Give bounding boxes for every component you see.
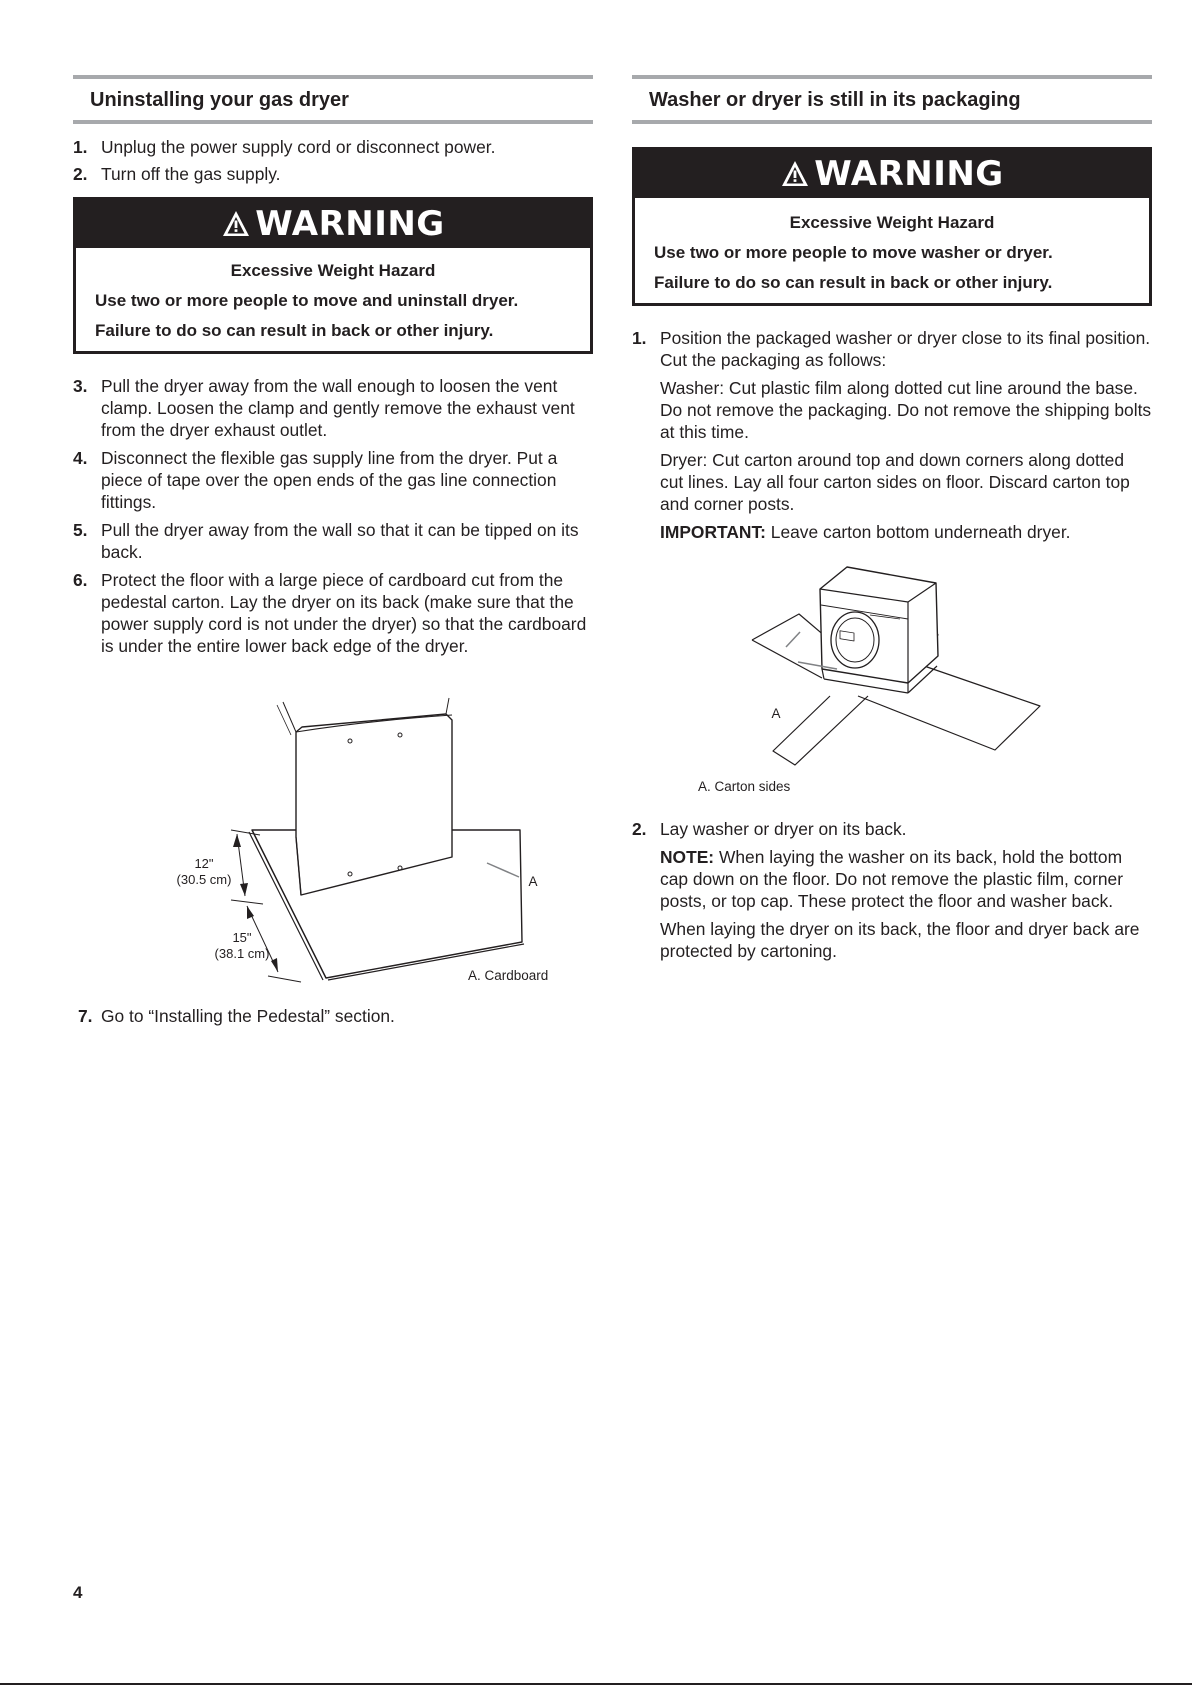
- steps-list-right-a: [632, 327, 1152, 543]
- important-text: Leave carton bottom underneath dryer.: [765, 522, 1071, 542]
- washer-body-shape: [820, 567, 938, 683]
- step-7: [78, 1005, 578, 1027]
- warning-consequence: Failure to do so can result in back or other injury.: [95, 321, 494, 340]
- step-4: [73, 447, 593, 513]
- steps-list-a: [73, 136, 593, 185]
- dimension-15in-label: 15": [232, 930, 252, 945]
- step-number: 1.: [73, 137, 88, 157]
- dryer-on-cardboard-illustration: [165, 695, 565, 985]
- warning-instruction: Use two or more people to move washer or dryer.: [654, 243, 1053, 262]
- dimension-15in-cm-label: (38.1 cm): [214, 946, 270, 961]
- warning-title: Excessive Weight Hazard: [789, 213, 995, 232]
- step-text: Turn off the gas supply.: [101, 164, 281, 184]
- figure-caption-cardboard: A. Cardboard: [468, 968, 549, 983]
- warning-header: [635, 150, 1149, 198]
- step-1: [73, 136, 593, 158]
- washer-instruction: Washer: Cut plastic film along dotted cut line around the base. Do not remove the packaging. Do not remove the shipping bolts at this time.: [660, 378, 1152, 442]
- step-text: Protect the floor with a large piece of cardboard cut from the pedestal carton. Lay the dryer on its back (make sure that the power supply cord is not under the dryer) so that the cardboard is under the entire lower back edge of the dryer.: [101, 570, 587, 656]
- warning-triangle-icon: [221, 209, 251, 239]
- warning-box: [73, 197, 593, 354]
- note-paragraph: [660, 846, 1152, 912]
- step-2-packaging: [632, 818, 1152, 962]
- step-text: Pull the dryer away from the wall enough to loosen the vent clamp. Loosen the clamp and gently remove the exhaust vent from the dryer exhaust outlet.: [101, 376, 575, 440]
- step-1-packaging: [632, 327, 1152, 543]
- warning-body: [76, 248, 590, 351]
- step-number: 2.: [632, 819, 647, 839]
- steps-list-b: [73, 375, 593, 657]
- step-5: [73, 519, 593, 563]
- dimension-12in-cm-label: (30.5 cm): [176, 872, 232, 887]
- note-text: When laying the washer on its back, hold the bottom cap down on the floor. Do not remove the plastic film, corner posts, or top cap. These protect the floor and washer back.: [660, 847, 1124, 911]
- figure-caption-carton-sides: A. Carton sides: [698, 779, 791, 794]
- step-3: [73, 375, 593, 441]
- warning-header: [76, 200, 590, 248]
- callout-a-label: A: [771, 706, 781, 721]
- washer-on-carton-sides-illustration: [690, 565, 1070, 800]
- dimension-12in-label: 12": [194, 856, 214, 871]
- warning-consequence: Failure to do so can result in back or other injury.: [654, 273, 1053, 292]
- note-label: NOTE:: [660, 847, 715, 867]
- step-number: 1.: [632, 328, 647, 348]
- step-text: Disconnect the flexible gas supply line from the dryer. Put a piece of tape over the open ends of the gas line connection fittings.: [101, 448, 558, 512]
- step-text: Pull the dryer away from the wall so that it can be tipped on its back.: [101, 520, 579, 562]
- callout-a-label: A: [528, 874, 538, 889]
- important-label: IMPORTANT:: [660, 522, 766, 542]
- warning-label: WARNING: [255, 204, 445, 244]
- step-number: 5.: [73, 520, 88, 540]
- left-column: [73, 75, 593, 657]
- step-number: 7.: [78, 1006, 93, 1026]
- step-text: Unplug the power supply cord or disconnect power.: [101, 137, 496, 157]
- step-text: Position the packaged washer or dryer close to its final position. Cut the packaging as follows:: [660, 328, 1151, 370]
- step-number: 4.: [73, 448, 88, 468]
- warning-label: WARNING: [814, 154, 1004, 194]
- step-2: [73, 163, 593, 185]
- dryer-instruction: Dryer: Cut carton around top and down corners along dotted cut lines. Lay all four carton sides on floor. Discard carton top and corner posts.: [660, 450, 1130, 514]
- dryer-note: When laying the dryer on its back, the floor and dryer back are protected by cartoning.: [660, 919, 1140, 961]
- page-number: 4: [73, 1583, 83, 1602]
- step-6: [73, 569, 593, 657]
- warning-body: [635, 198, 1149, 303]
- steps-list-right-b: [632, 818, 1152, 962]
- warning-triangle-icon: [780, 159, 810, 189]
- step-number: 6.: [73, 570, 88, 590]
- step-number: 2.: [73, 164, 88, 184]
- warning-instruction: Use two or more people to move and uninstall dryer.: [95, 291, 519, 310]
- section-heading-packaging: Washer or dryer is still in its packaging: [632, 75, 1152, 124]
- step-text: Go to “Installing the Pedestal” section.: [101, 1006, 395, 1026]
- important-note: [660, 521, 1152, 543]
- step-number: 3.: [73, 376, 88, 396]
- right-column: [632, 75, 1152, 543]
- step-text: Lay washer or dryer on its back.: [660, 819, 907, 839]
- warning-box: [632, 147, 1152, 306]
- section-heading-uninstall: Uninstalling your gas dryer: [73, 75, 593, 124]
- warning-title: Excessive Weight Hazard: [230, 261, 436, 280]
